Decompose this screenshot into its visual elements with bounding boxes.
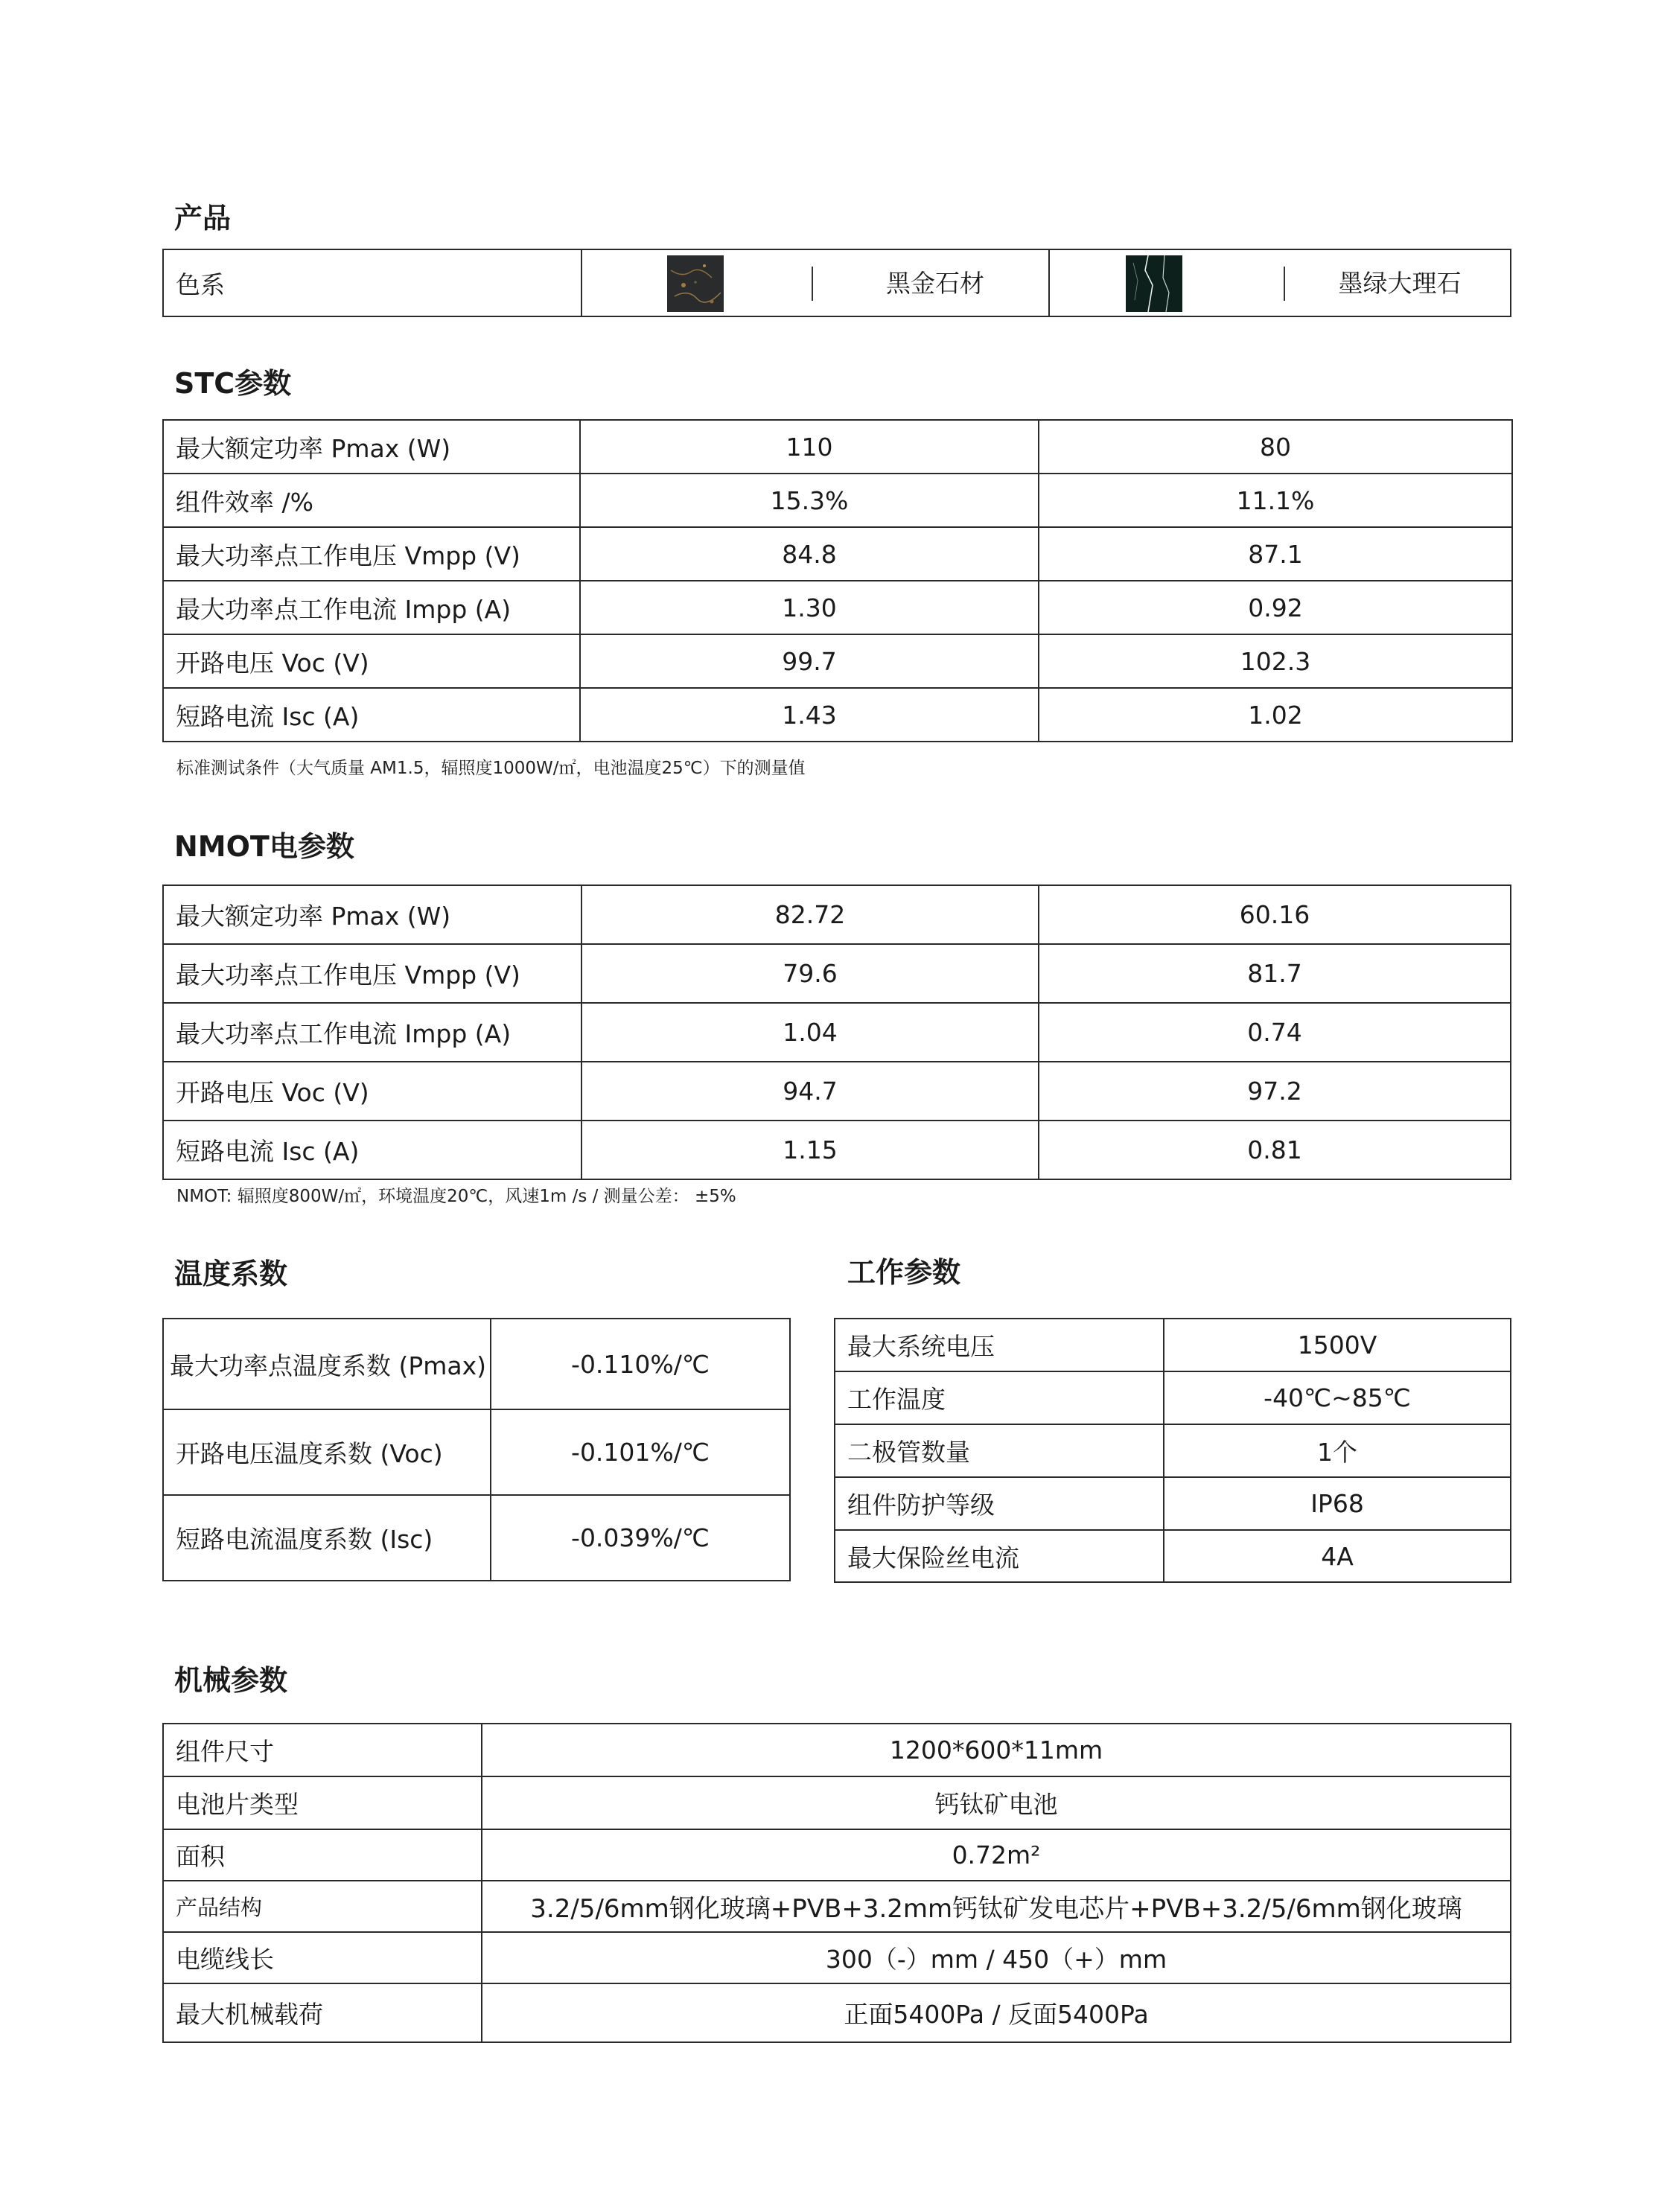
temperature-row-label: 开路电压温度系数 (Voc) [163,1409,491,1495]
temperature-heading: 温度系数 [174,1258,288,1290]
table-row [835,1371,1511,1424]
table-row [163,1932,1511,1983]
stc-row-label: 开路电压 Voc (V) [163,634,580,688]
nmot-footnote: NMOT: 辐照度800W/㎡，环境温度20℃，风速1m /s / 测量公差： ±5% [176,1187,736,1206]
stc-value-variant-2: 0.92 [1039,581,1512,634]
mechanical-row-label: 组件尺寸 [163,1724,482,1776]
operating-table [834,1318,1511,1583]
table-row [835,1424,1511,1477]
stc-heading: STC参数 [174,367,292,400]
temperature-row-value: -0.110%/℃ [491,1319,790,1409]
table-row [163,1829,1511,1881]
mechanical-row-value: 300（-）mm / 450（+）mm [482,1932,1511,1983]
nmot-row-label: 最大额定功率 Pmax (W) [163,885,581,944]
table-row [163,634,1512,688]
nmot-value-variant-2: 97.2 [1039,1062,1511,1121]
mechanical-row-label: 面积 [163,1829,482,1881]
table-row [835,1319,1511,1371]
table-row [163,420,1512,474]
mechanical-row-value: 钙钛矿电池 [482,1776,1511,1829]
table-row [163,1724,1511,1776]
table-row [163,885,1511,944]
table-row [163,1121,1511,1179]
product-table [162,249,1511,317]
operating-heading: 工作参数 [847,1256,961,1289]
temperature-row-value: -0.101%/℃ [491,1409,790,1495]
table-row [163,474,1512,527]
operating-row-value: 1500V [1164,1319,1511,1371]
table-row [163,944,1511,1003]
nmot-row-label: 开路电压 Voc (V) [163,1062,581,1121]
table-row [163,527,1512,581]
product-variant-2-name: 墨绿大理石 [1338,269,1462,298]
nmot-row-label: 最大功率点工作电压 Vmpp (V) [163,944,581,1003]
operating-row-value: 4A [1164,1530,1511,1582]
table-row [163,1062,1511,1121]
operating-row-label: 最大系统电压 [835,1319,1164,1371]
mechanical-row-value: 0.72m² [482,1829,1511,1881]
operating-row-value: 1个 [1164,1424,1511,1477]
stc-value-variant-1: 15.3% [580,474,1039,527]
product-heading: 产品 [174,202,232,235]
stc-value-variant-2: 102.3 [1039,634,1512,688]
table-row [163,1881,1511,1932]
product-variant-2 [1049,249,1511,316]
stc-value-variant-1: 1.30 [580,581,1039,634]
temperature-row-label: 短路电流温度系数 (Isc) [163,1495,491,1581]
mechanical-row-value: 1200*600*11mm [482,1724,1511,1776]
operating-row-label: 组件防护等级 [835,1477,1164,1530]
table-row [835,1530,1511,1582]
nmot-row-label: 短路电流 Isc (A) [163,1121,581,1179]
mechanical-row-label: 电缆线长 [163,1932,482,1983]
black-gold-stone-swatch [667,255,724,312]
table-row [163,1495,790,1581]
mechanical-row-label: 产品结构 [163,1881,482,1932]
table-row [835,1477,1511,1530]
stc-value-variant-1: 110 [580,420,1039,474]
mechanical-table [162,1723,1511,2043]
mechanical-heading: 机械参数 [174,1664,288,1697]
stc-table [162,419,1513,742]
stc-row-label: 组件效率 /% [163,474,580,527]
nmot-value-variant-2: 0.81 [1039,1121,1511,1179]
stc-row-label: 最大额定功率 Pmax (W) [163,420,580,474]
table-row [163,1409,790,1495]
table-row [163,1776,1511,1829]
operating-row-value: -40℃~85℃ [1164,1371,1511,1424]
nmot-row-label: 最大功率点工作电流 Impp (A) [163,1003,581,1062]
table-row [163,1983,1511,2042]
table-row [163,688,1512,742]
nmot-table [162,885,1511,1180]
operating-row-value: IP68 [1164,1477,1511,1530]
mechanical-row-label: 电池片类型 [163,1776,482,1829]
nmot-value-variant-1: 94.7 [581,1062,1039,1121]
nmot-value-variant-2: 0.74 [1039,1003,1511,1062]
stc-value-variant-2: 80 [1039,420,1512,474]
nmot-value-variant-1: 82.72 [581,885,1039,944]
stc-value-variant-1: 1.43 [580,688,1039,742]
stc-footnote: 标准测试条件（大气质量 AM1.5，辐照度1000W/㎡，电池温度25℃）下的测量值 [176,759,806,778]
nmot-value-variant-2: 81.7 [1039,944,1511,1003]
stc-value-variant-1: 99.7 [580,634,1039,688]
product-variant-1-name: 黑金石材 [886,269,984,298]
stc-row-label: 最大功率点工作电压 Vmpp (V) [163,527,580,581]
stc-value-variant-2: 11.1% [1039,474,1512,527]
operating-row-label: 二极管数量 [835,1424,1164,1477]
temperature-row-label: 最大功率点温度系数 (Pmax) [163,1319,491,1409]
table-row [163,1003,1511,1062]
temperature-row-value: -0.039%/℃ [491,1495,790,1581]
stc-value-variant-2: 87.1 [1039,527,1512,581]
stc-row-label: 短路电流 Isc (A) [163,688,580,742]
operating-row-label: 最大保险丝电流 [835,1530,1164,1582]
nmot-value-variant-2: 60.16 [1039,885,1511,944]
temperature-table [162,1318,791,1581]
operating-row-label: 工作温度 [835,1371,1164,1424]
stc-value-variant-2: 1.02 [1039,688,1512,742]
product-color-label: 色系 [163,249,581,316]
nmot-value-variant-1: 79.6 [581,944,1039,1003]
product-variant-1 [581,249,1049,316]
nmot-heading: NMOT电参数 [174,830,354,863]
nmot-value-variant-1: 1.15 [581,1121,1039,1179]
dark-green-marble-swatch [1126,255,1182,312]
mechanical-row-value: 3.2/5/6mm钢化玻璃+PVB+3.2mm钙钛矿发电芯片+PVB+3.2/5/6mm钢化玻璃 [482,1881,1511,1932]
nmot-value-variant-1: 1.04 [581,1003,1039,1062]
table-row [163,1319,790,1409]
stc-row-label: 最大功率点工作电流 Impp (A) [163,581,580,634]
table-row [163,581,1512,634]
stc-value-variant-1: 84.8 [580,527,1039,581]
mechanical-row-label: 最大机械载荷 [163,1983,482,2042]
mechanical-row-value: 正面5400Pa / 反面5400Pa [482,1983,1511,2042]
